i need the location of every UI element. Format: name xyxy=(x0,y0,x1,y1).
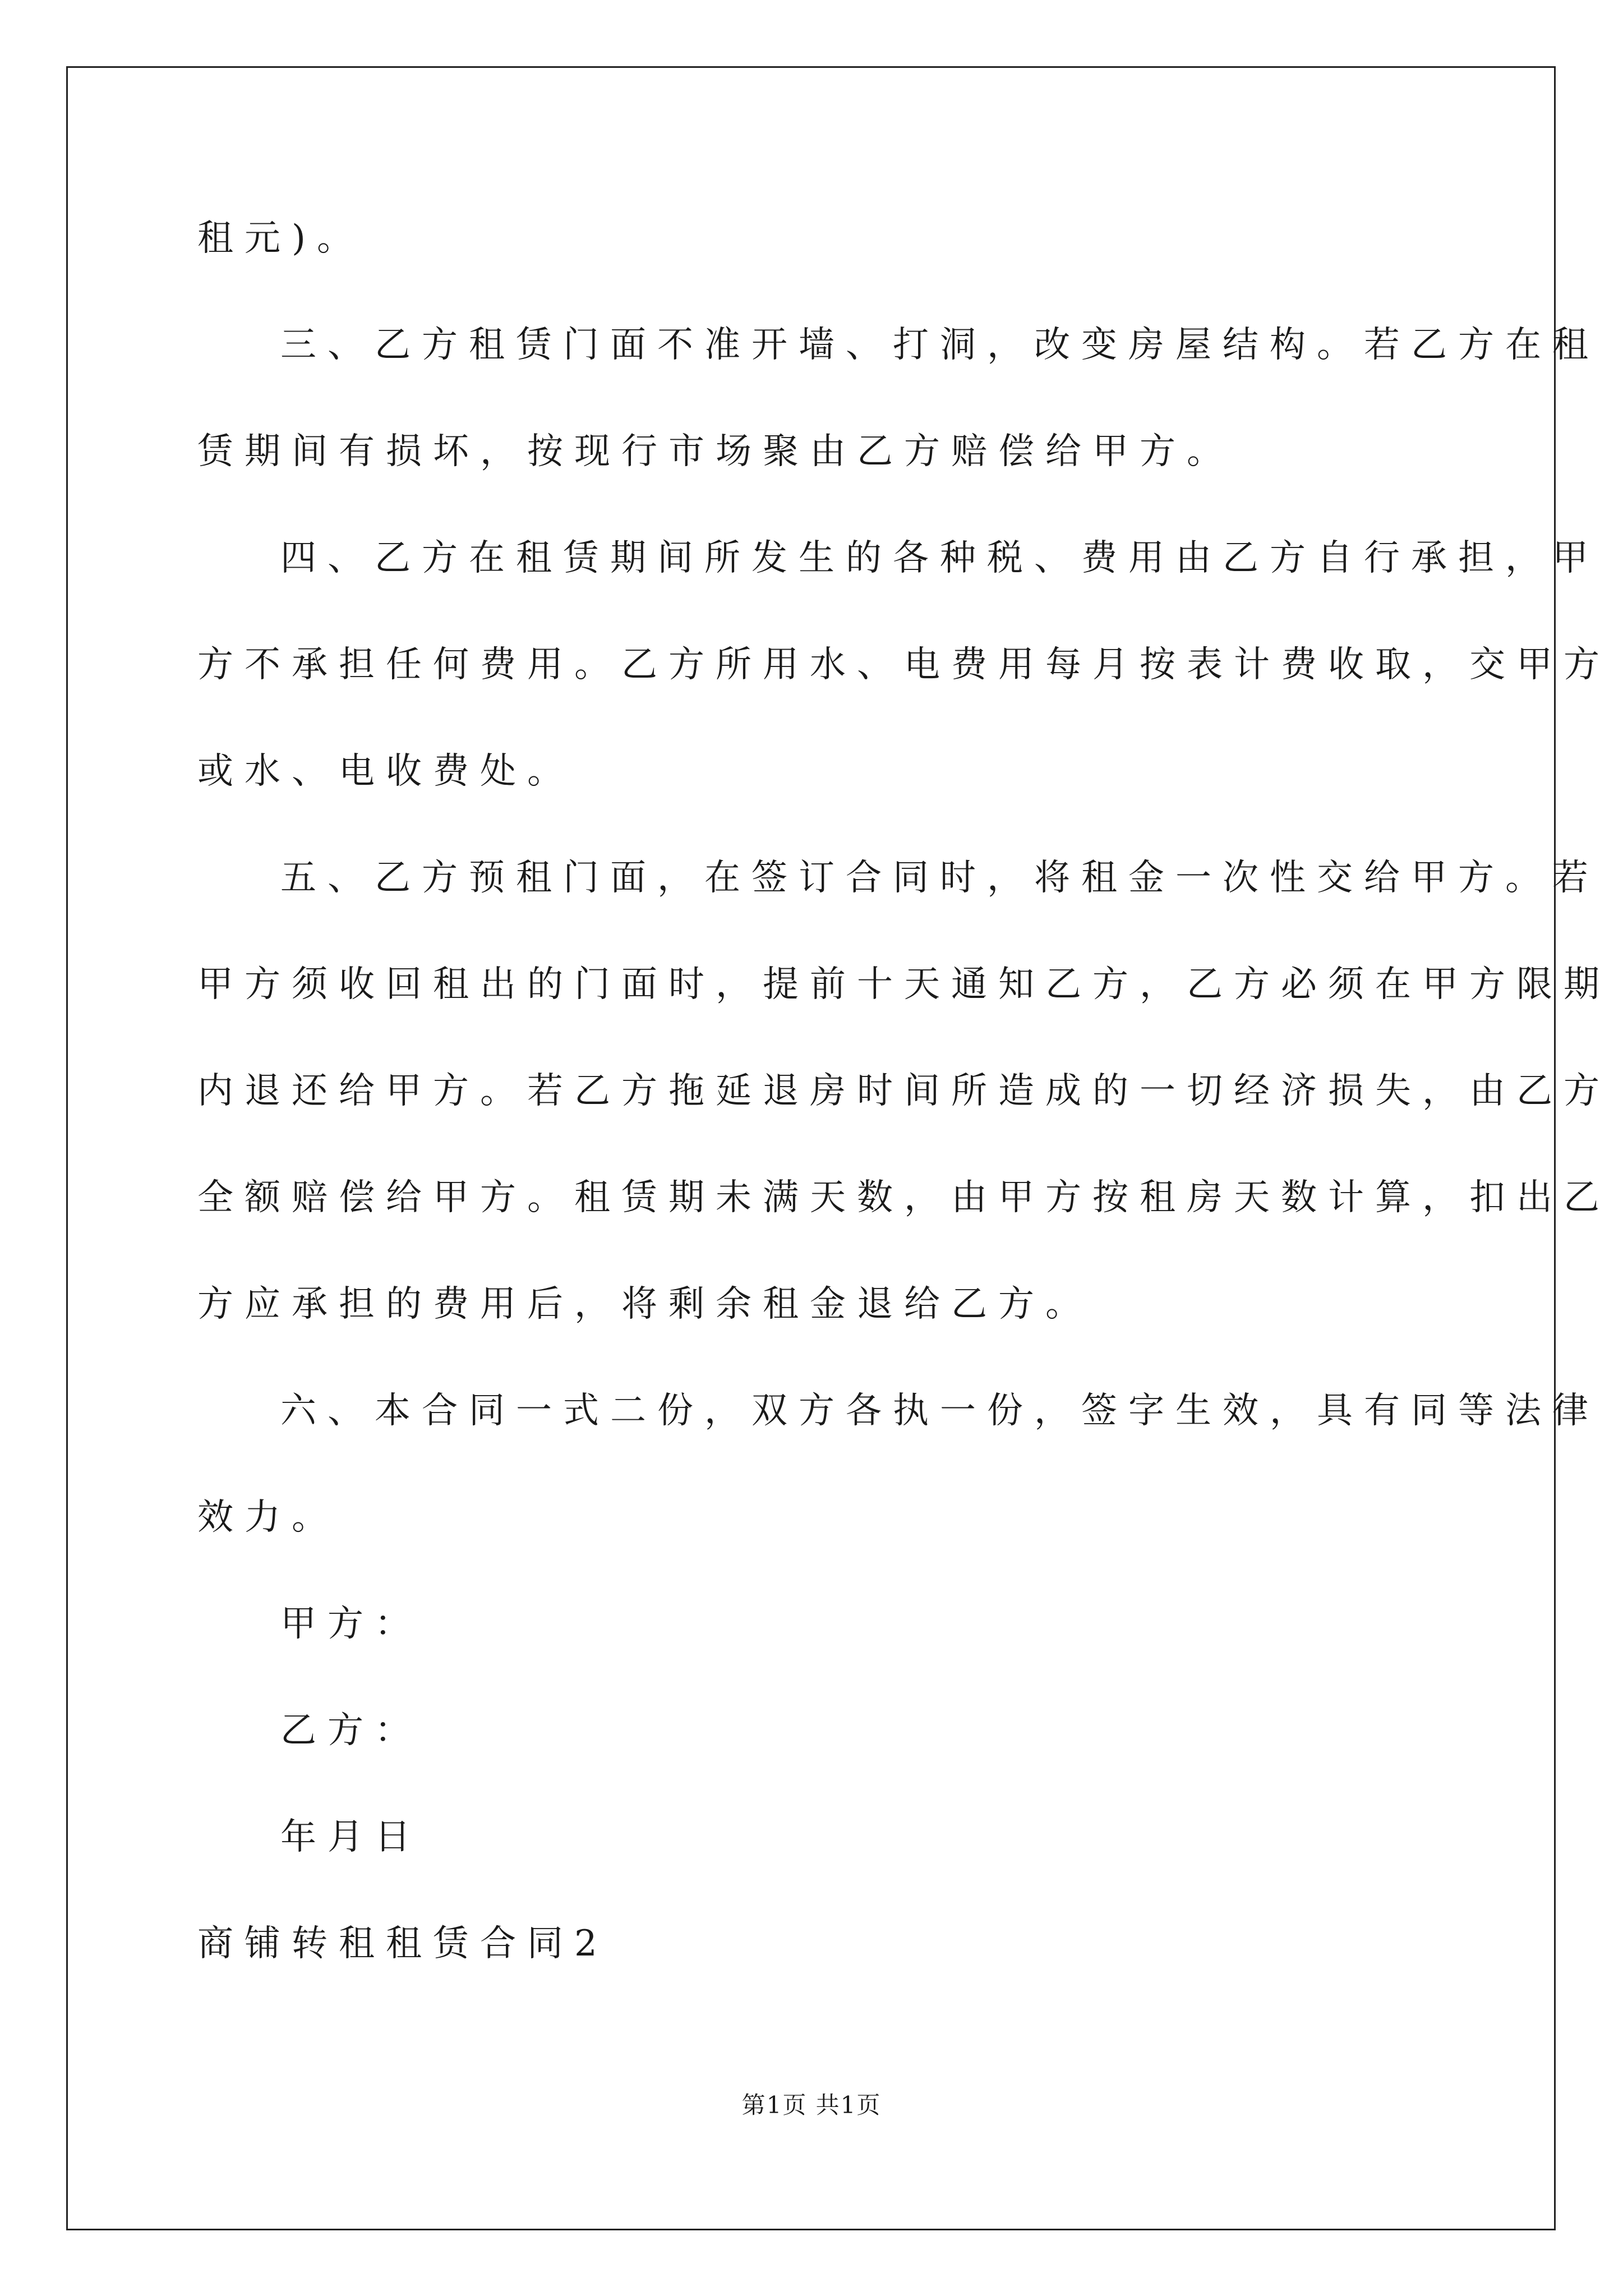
page-number-footer: 第1页 共1页 xyxy=(741,2091,882,2119)
section-title: 商铺转租租赁合同2 xyxy=(197,1923,608,1964)
clause-6-line-2: 效力。 xyxy=(197,1497,339,1538)
party-b-signature-label: 乙方： xyxy=(280,1710,422,1751)
clause-5-line-4: 全额赔偿给甲方。租赁期未满天数，由甲方按租房天数计算，扣出乙 xyxy=(197,1177,1611,1218)
clause-4-line-3: 或水、电收费处。 xyxy=(197,751,574,792)
date-label: 年月日 xyxy=(280,1816,422,1858)
clause-3-line-2: 赁期间有损坏，按现行市场聚由乙方赔偿给甲方。 xyxy=(197,431,1234,472)
clause-5-line-1: 五、乙方预租门面，在签订合同时，将租金一次性交给甲方。若 xyxy=(280,857,1599,899)
clause-6-line-1: 六、本合同一式二份，双方各执一份，签字生效，具有同等法律 xyxy=(280,1390,1599,1432)
clause-5-line-2: 甲方须收回租出的门面时，提前十天通知乙方，乙方必须在甲方限期 xyxy=(197,964,1611,1005)
party-a-signature-label: 甲方： xyxy=(280,1603,422,1645)
page-border xyxy=(66,66,1556,2230)
clause-5-line-3: 内退还给甲方。若乙方拖延退房时间所造成的一切经济损失，由乙方 xyxy=(197,1070,1611,1112)
clause-4-line-1: 四、乙方在租赁期间所发生的各种税、费用由乙方自行承担，甲 xyxy=(280,537,1599,579)
text-line: 租元)。 xyxy=(197,218,364,259)
clause-4-line-2: 方不承担任何费用。乙方所用水、电费用每月按表计费收取，交甲方 xyxy=(197,644,1611,685)
clause-5-line-5: 方应承担的费用后，将剩余租金退给乙方。 xyxy=(197,1283,1092,1325)
clause-3-line-1: 三、乙方租赁门面不准开墙、打洞，改变房屋结构。若乙方在租 xyxy=(280,324,1599,366)
